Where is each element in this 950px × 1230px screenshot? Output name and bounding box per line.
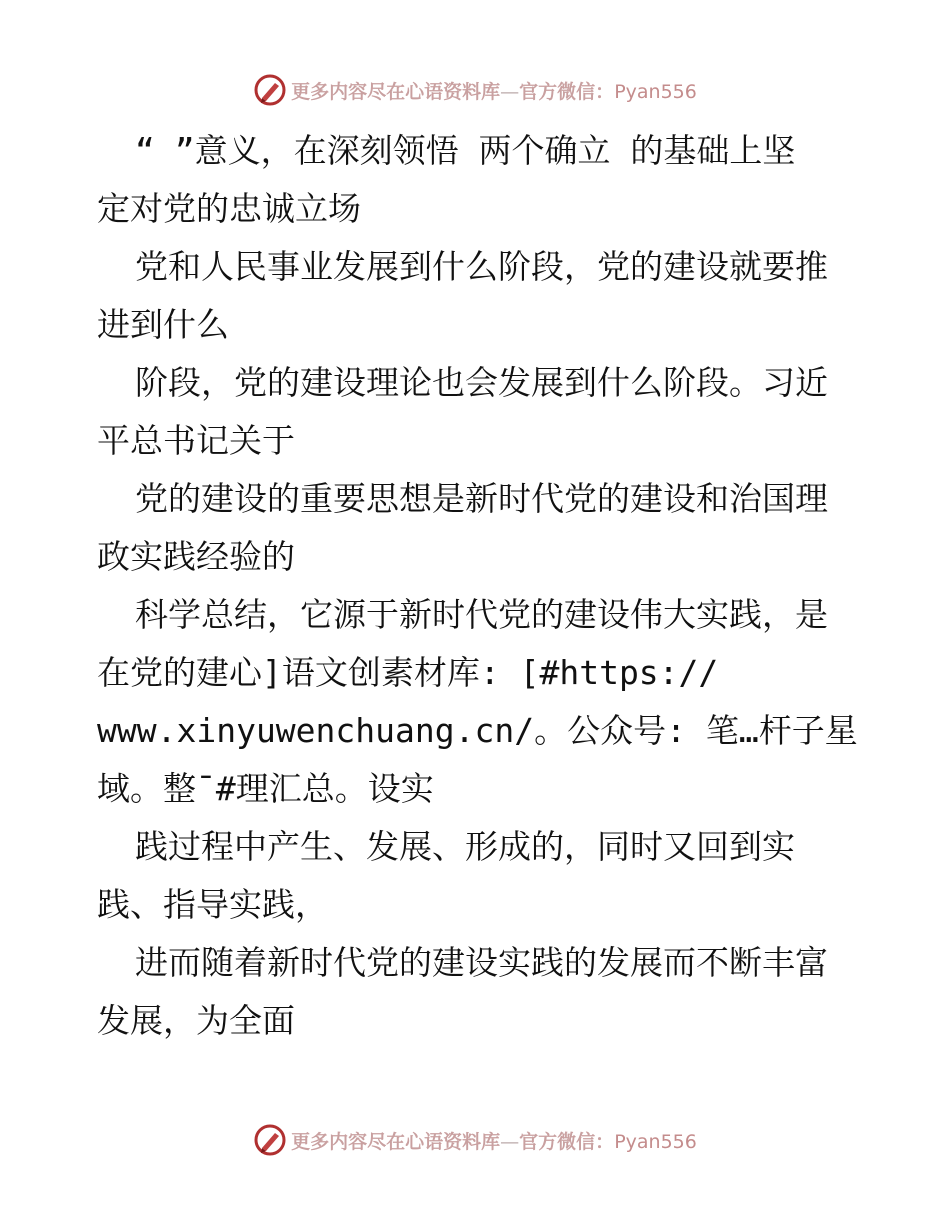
- text-line: “ ”意义，在深刻领悟 两个确立 的基础上坚: [135, 131, 796, 170]
- text-line: 定对党的忠诚立场: [97, 189, 361, 228]
- pen-logo-icon: [253, 73, 287, 107]
- banner-site-name: 更多内容尽在心语资料库: [291, 80, 501, 103]
- banner-dash: —: [500, 80, 520, 103]
- text-line: 进而随着新时代党的建设实践的发展而不断丰富: [135, 943, 828, 982]
- banner-wechat-label: 官方微信：: [519, 1130, 615, 1153]
- text-line: 发展，为全面: [97, 1001, 295, 1040]
- text-line: www.xinyuwenchuang.cn/。公众号: 笔…杆子星: [97, 711, 858, 750]
- text-line: 政实践经验的: [97, 537, 295, 576]
- banner-wechat-id: Pyan556: [614, 80, 697, 103]
- text-line: 科学总结，它源于新时代党的建设伟大实践，是: [135, 595, 828, 634]
- text-line: 党和人民事业发展到什么阶段，党的建设就要推: [135, 247, 828, 286]
- text-line: 党的建设的重要思想是新时代党的建设和治国理: [135, 479, 828, 518]
- footer-watermark: [0, 1120, 950, 1160]
- text-line: 践过程中产生、发展、形成的，同时又回到实: [135, 827, 795, 866]
- banner-wechat-id: Pyan556: [614, 1130, 697, 1153]
- banner-dash: —: [500, 1130, 520, 1153]
- text-line: 进到什么: [97, 305, 229, 344]
- header-watermark: [0, 70, 950, 110]
- banner-site-name: 更多内容尽在心语资料库: [291, 1130, 501, 1153]
- text-line: 平总书记关于: [97, 421, 295, 460]
- text-line: 在党的建心]语文创素材库: [#https://: [97, 653, 719, 692]
- text-line: 域。整¯#理汇总。设实: [97, 769, 434, 808]
- text-line: 阶段，党的建设理论也会发展到什么阶段。习近: [135, 363, 828, 402]
- text-line: 践、指导实践，: [97, 885, 328, 924]
- banner-text: [291, 77, 697, 104]
- document-body: [97, 122, 867, 1050]
- banner-wechat-label: 官方微信：: [519, 80, 615, 103]
- pen-logo-icon: [253, 1123, 287, 1157]
- banner-text: [291, 1127, 697, 1154]
